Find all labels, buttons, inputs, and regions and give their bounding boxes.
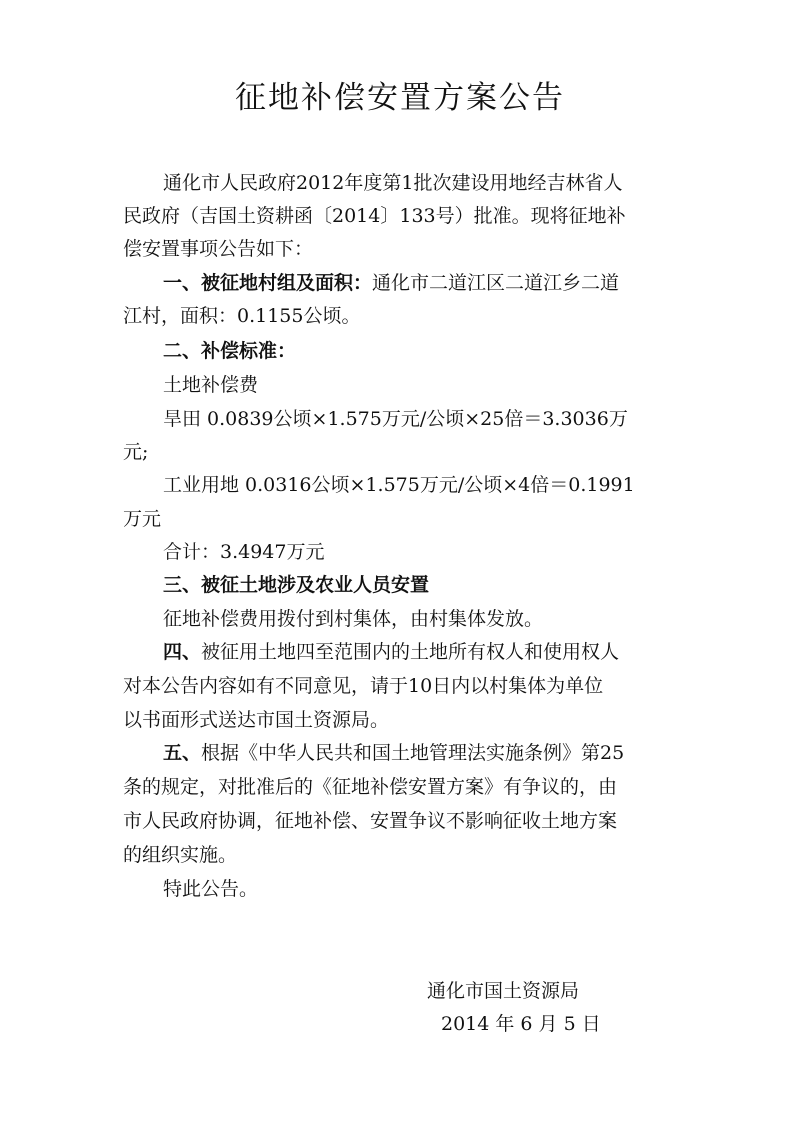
section-four-heading: 四、 xyxy=(163,641,202,663)
paragraph-line: 征地补偿费用拨付到村集体，由村集体发放。 xyxy=(163,608,544,630)
paragraph-line: 条的规定，对批准后的《征地补偿安置方案》有争议的，由 xyxy=(123,776,618,798)
section-four-text: 被征用土地四至范围内的土地所有权人和使用权人 xyxy=(201,641,620,663)
paragraph-line: 旱田 0.0839公顷×1.575万元/公顷×25倍＝3.3036万 xyxy=(163,408,628,430)
section-five-heading: 五、 xyxy=(163,742,202,764)
section-one-heading: 一、被征地村组及面积： xyxy=(163,272,373,294)
section-five-text: 根据《中华人民共和国土地管理法实施条例》第25 xyxy=(201,742,625,764)
paragraph-line: 工业用地 0.0316公顷×1.575万元/公顷×4倍＝0.1991 xyxy=(163,474,635,496)
paragraph-line: 通化市人民政府2012年度第1批次建设用地经吉林省人 xyxy=(163,172,623,194)
section-three-heading: 三、被征土地涉及农业人员安置 xyxy=(163,574,430,596)
issue-date: 2014 年 6 月 5 日 xyxy=(441,1013,601,1035)
closing-remark: 特此公告。 xyxy=(163,878,259,900)
paragraph-line: 民政府（吉国土资耕函〔2014〕133号）批准。现将征地补 xyxy=(123,205,626,227)
paragraph-line: 偿安置事项公告如下： xyxy=(123,238,314,260)
section-five-line xyxy=(163,738,624,768)
section-one-line xyxy=(163,268,619,298)
section-four-line xyxy=(163,637,619,667)
paragraph-line: 江村，面积：0.1155公顷。 xyxy=(123,305,361,327)
paragraph-line: 的组织实施。 xyxy=(123,844,238,866)
paragraph-line: 以书面形式送达市国土资源局。 xyxy=(123,709,390,731)
paragraph-line: 合计：3.4947万元 xyxy=(163,541,325,563)
section-one-text: 通化市二道江区二道江乡二道 xyxy=(372,272,620,294)
paragraph-line: 元; xyxy=(123,441,149,463)
paragraph-line: 市人民政府协调，征地补偿、安置争议不影响征收土地方案 xyxy=(123,810,618,832)
issuer-name: 通化市国土资源局 xyxy=(427,980,580,1002)
document-title: 征地补偿安置方案公告 xyxy=(235,80,565,116)
paragraph-line: 对本公告内容如有不同意见，请于10日内以村集体为单位 xyxy=(123,675,604,697)
section-two-heading: 二、补偿标准： xyxy=(163,340,297,362)
paragraph-line: 土地补偿费 xyxy=(163,374,259,396)
paragraph-line: 万元 xyxy=(123,508,162,530)
